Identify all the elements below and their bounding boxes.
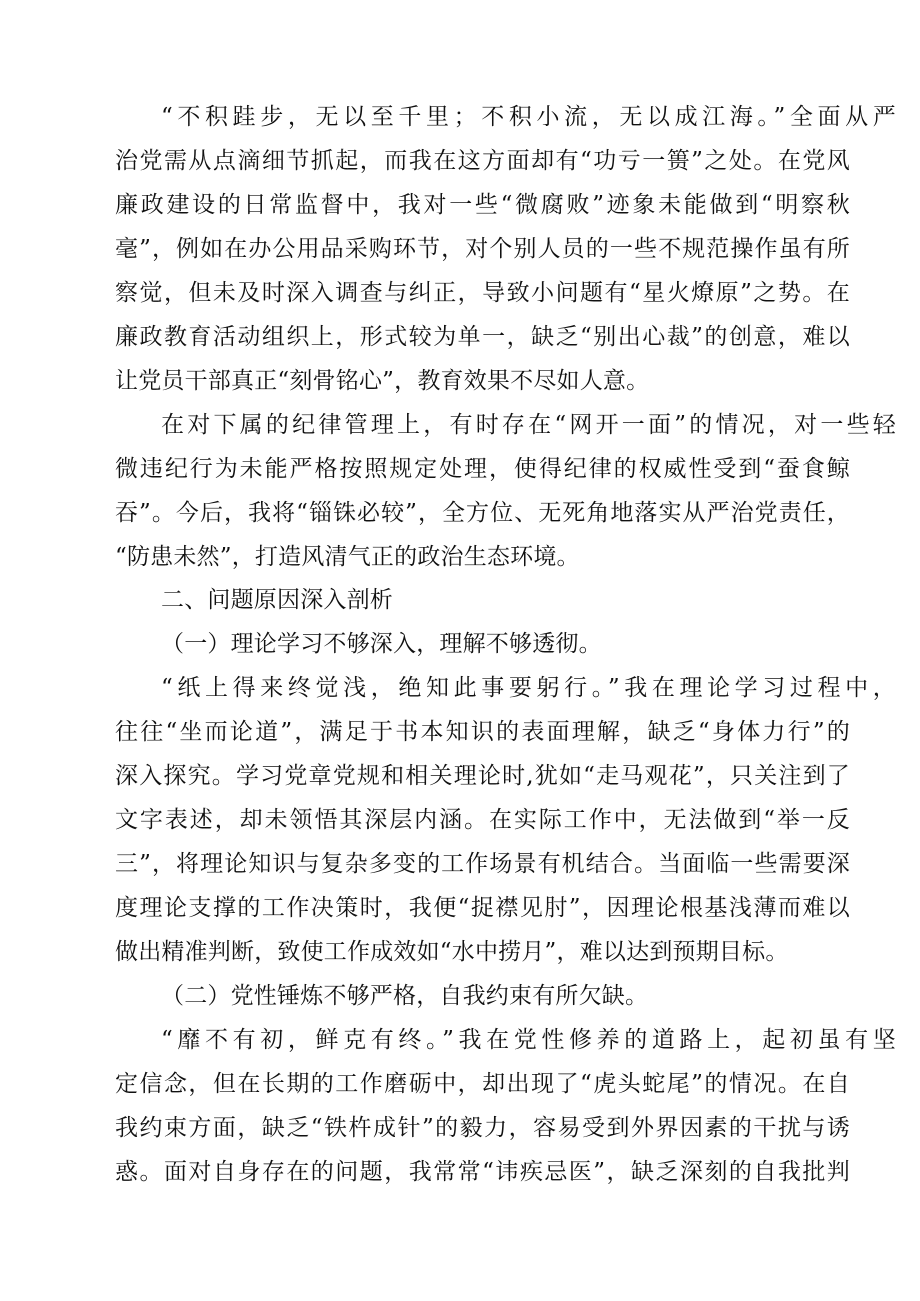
paragraph-line: “靡不有初，鲜克有终。”我在党性修养的道路上，起初虽有坚 [161,1027,896,1053]
paragraph-line: “不积跬步，无以至千里；不积小流，无以成江海。”全面从严 [161,104,896,130]
paragraph-line: 吞”。今后，我将“锱铢必较”，全方位、无死角地落实从严治党责任， [115,500,850,526]
paragraph-line: 廉政教育活动组织上，形式较为单一，缺乏“别出心裁”的创意，难以 [115,324,850,350]
paragraph-line: 微违纪行为未能严格按照规定处理，使得纪律的权威性受到“蚕食鲸 [115,456,850,482]
paragraph-line: 在对下属的纪律管理上，有时存在“网开一面”的情况，对一些轻 [161,412,896,438]
paragraph-line: 毫”，例如在办公用品采购环节，对个别人员的一些不规范操作虽有所 [115,236,850,262]
subheading-party-discipline: （二）党性锤炼不够严格，自我约束有所欠缺。 [161,983,649,1009]
paragraph-line: “防患未然”，打造风清气正的政治生态环境。 [115,544,580,570]
paragraph-line: 让党员干部真正“刻骨铭心”，教育效果不尽如人意。 [115,368,650,394]
paragraph-line: 做出精准判断，致使工作成效如“水中捞月”，难以达到预期目标。 [115,939,789,965]
paragraph-line: 往往“坐而论道”，满足于书本知识的表面理解，缺乏“身体力行”的 [115,719,850,745]
paragraph-line: 深入探究。学习党章党规和相关理论时,犹如“走马观花”，只关注到了 [115,763,850,789]
subheading-theory-study: （一）理论学习不够深入，理解不够透彻。 [161,631,602,657]
paragraph-line: 察觉，但未及时深入调查与纠正，导致小问题有“星火燎原”之势。在 [115,280,850,306]
paragraph-line: 廉政建设的日常监督中，我对一些“微腐败”迹象未能做到“明察秋 [115,192,850,218]
paragraph-line: 度理论支撑的工作决策时，我便“捉襟见肘”，因理论根基浅薄而难以 [115,895,850,921]
paragraph-line: 惑。面对自身存在的问题，我常常“讳疾忌医”，缺乏深刻的自我批判 [115,1159,850,1185]
paragraph-line: 治党需从点滴细节抓起，而我在这方面却有“功亏一篑”之处。在党风 [115,148,850,174]
paragraph-line: 定信念，但在长期的工作磨砺中，却出现了“虎头蛇尾”的情况。在自 [115,1071,850,1097]
paragraph-line: 我约束方面，缺乏“铁杵成针”的毅力，容易受到外界因素的干扰与诱 [115,1115,850,1141]
section-heading: 二、问题原因深入剖析 [161,587,393,613]
paragraph-line: 三”，将理论知识与复杂多变的工作场景有机结合。当面临一些需要深 [115,851,850,877]
paragraph-line: “纸上得来终觉浅，绝知此事要躬行。”我在理论学习过程中， [161,675,896,701]
paragraph-line: 文字表述，却未领悟其深层内涵。在实际工作中，无法做到“举一反 [115,807,850,833]
